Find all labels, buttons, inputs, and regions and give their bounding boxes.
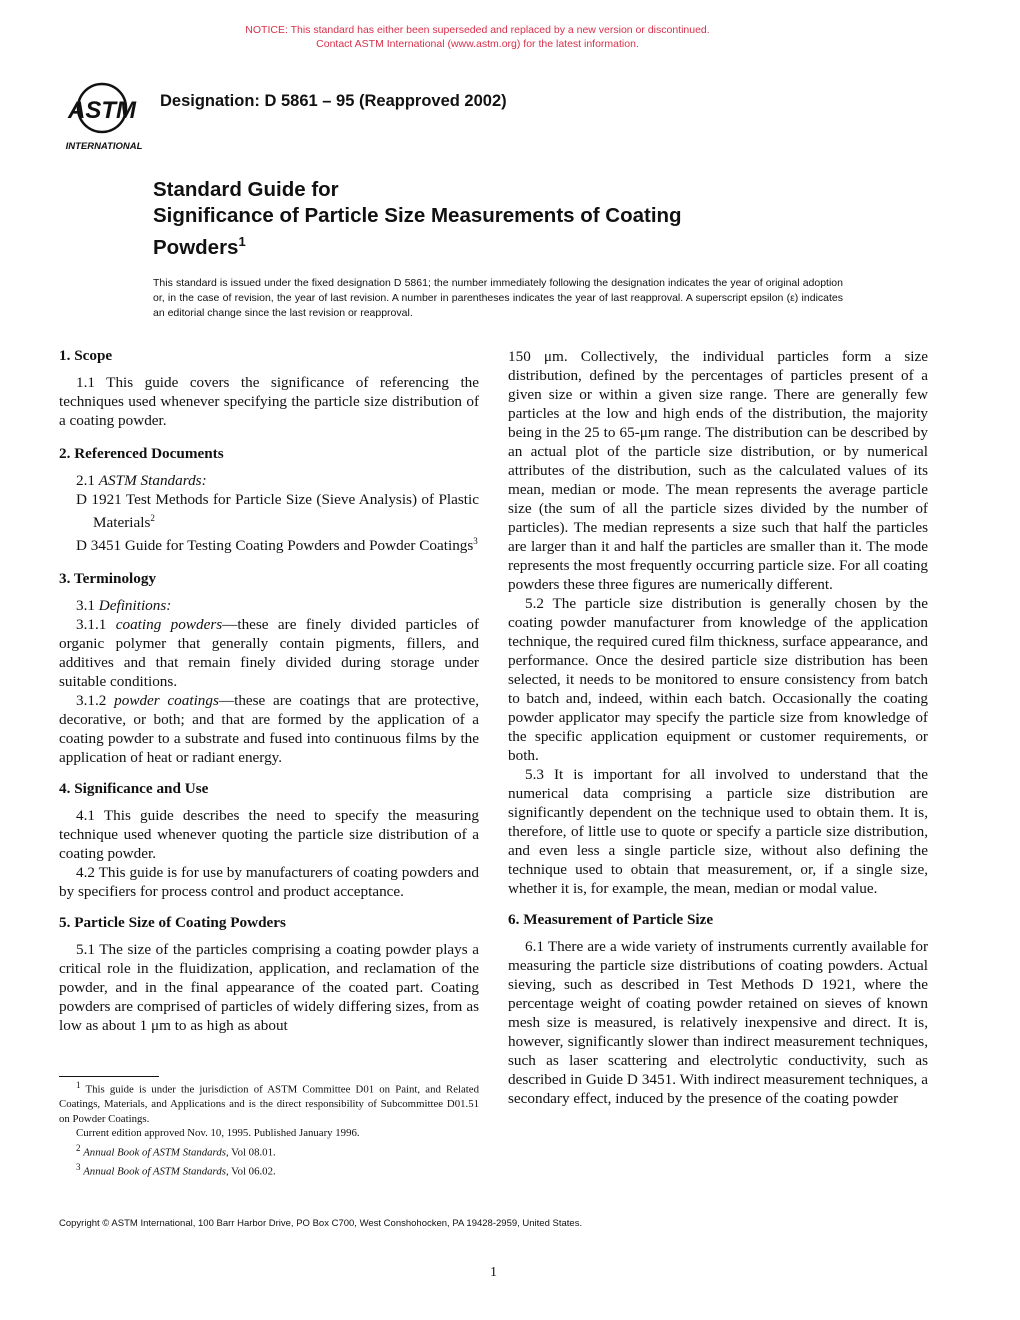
notice-line-1: NOTICE: This standard has either been superseded and replaced by a new version or discontinued. xyxy=(245,24,710,36)
designation: Designation: D 5861 – 95 (Reapproved 2002) xyxy=(160,92,507,110)
section-3-heading: 3. Terminology xyxy=(59,570,157,588)
astm-logo xyxy=(62,80,146,152)
notice-line-2: Contact ASTM International (www.astm.org) for the latest information. xyxy=(316,38,639,50)
section-1-heading: 1. Scope xyxy=(59,347,113,364)
document-title xyxy=(153,177,682,261)
paragraph-3-1: 3.1 Definitions: xyxy=(76,597,172,615)
section-2-heading: 2. Referenced Documents xyxy=(59,445,224,462)
issuance-statement: This standard is issued under the fixed designation D 5861; the number immediately following the designation indicates the year of original adoption or, in the case of revision, the year of last revision. A number in parentheses indicates the year of last reapproval. A superscript epsilon (ε) indicates an editorial change since the last revision or reapproval. xyxy=(153,277,843,319)
paragraph-5-1-continued: 150 μm. Collectively, the individual particles form a size distribution, defined by the percentages of particles present of a given size or within a given size range. There are generally few particles at the low and high ends of the distribution, the majority being in the 25 to 65-μm range. The distribution can be described by an actual plot of the particle size distribution, or by numerical attributes of the distribution, such as the calculated values of its mean, median or mode. The mean represents the average particle size (the sum of all the particle sizes divided by the number of particles). The median represents a size such that half the particles are larger than it and half the particles are smaller than it. The mode represents the most frequently occurring particle size. For all coating powders these three figures are numerically different. xyxy=(508,348,928,593)
logo-subtext: INTERNATIONAL xyxy=(65,141,143,152)
paragraph-4-1: 4.1 This guide describes the need to specify the measuring technique used whenever quoting the particle size distribution of a coating powder. xyxy=(59,807,479,863)
paragraph-3-1-2: 3.1.2 powder coatings—these are coatings that are protective, decorative, or both; and that are formed by the application of a coating powder to a substrate and fused into continuous films by the application of heat or radiant energy. xyxy=(59,692,479,767)
section-5-heading: 5. Particle Size of Coating Powders xyxy=(59,914,286,932)
page-number: 1 xyxy=(490,1265,497,1280)
paragraph-5-3: 5.3 It is important for all involved to understand that the numerical data comprising a particle size distribution are significantly dependent on the technique used to obtain them. It is, therefore, of little use to quote or specify a particle size distribution, and even less a single particle size, without also defining the technique used to obtain that measurement, or, if a single size, whether it is, for example, the mean, median or modal value. xyxy=(508,766,928,897)
reference-d3451: D 3451 Guide for Testing Coating Powders and Powder Coatings$^3$ xyxy=(76,536,478,555)
footnote-rule xyxy=(59,1076,159,1077)
copyright-footer: Copyright © ASTM International, 100 Barr Harbor Drive, PO Box C700, West Conshohocken, PA 19428-2959, United States. xyxy=(59,1218,583,1229)
paragraph-5-2: 5.2 The particle size distribution is generally chosen by the coating powder manufacturer from knowledge of the application technique, the required cured film thickness, surface appearance, and performance. Once the desired particle size distribution has been selected, it needs to be monitored to ensure consistency from batch to batch and, indeed, within each batch. Occasionally the coating powder applicator may specify the particle size from knowledge of the specific application equipment or customer requirements, or both. xyxy=(508,595,928,764)
paragraph-4-2: 4.2 This guide is for use by manufacturers of coating powders and by specifiers for process control and product acceptance. xyxy=(59,864,479,901)
paragraph-5-1: 5.1 The size of the particles comprising a coating powder plays a critical role in the fluidization, application, and reclamation of the powder, and in the final appearance of the coated part. Coating powders are comprised of particles of widely differing sizes, from as low as about 1 μm to as high as about xyxy=(59,941,479,1035)
right-column xyxy=(508,347,928,1108)
title-line-1: Standard Guide for xyxy=(153,178,339,201)
superseded-notice xyxy=(0,23,955,51)
footnote-1: $^1$ This guide is under the jurisdiction of ASTM Committee D01 on Paint, and Related Coatings, Materials, and Applications and is the direct responsibility of Subcommittee D01.51 on Powder Coatings. xyxy=(59,1080,479,1125)
paragraph-3-1-1: 3.1.1 coating powders—these are finely divided particles of organic polymer that generally contain pigments, fillers, and additives and that remain finely divided during storage under suitable conditions. xyxy=(59,616,480,691)
footnote-2: $^2$ Annual Book of ASTM Standards, Vol 08.01. xyxy=(76,1142,276,1159)
footnote-3: $^3$ Annual Book of ASTM Standards, Vol 06.02. xyxy=(76,1161,276,1178)
footnote-1-edition: Current edition approved Nov. 10, 1995. Published January 1996. xyxy=(76,1127,360,1140)
paragraph-1-1: 1.1 This guide covers the significance of referencing the techniques used whenever specifying the particle size distribution of a coating powder. xyxy=(59,374,479,429)
left-column xyxy=(59,346,479,1035)
logo-letters: ASTM xyxy=(68,97,136,124)
section-4-heading: 4. Significance and Use xyxy=(59,780,209,798)
title-line-2: Significance of Particle Size Measurements of Coating xyxy=(153,204,682,227)
footnotes xyxy=(59,1078,479,1179)
section-6-heading: 6. Measurement of Particle Size xyxy=(508,911,714,928)
paragraph-2-1: 2.1 ASTM Standards: xyxy=(76,472,207,489)
title-line-3: Powders$^1$ xyxy=(153,234,246,259)
reference-d1921: D 1921 Test Methods for Particle Size (Sieve Analysis) of Plastic Materials$^2$ xyxy=(76,491,479,532)
title-footnote-mark: 1 xyxy=(238,234,246,249)
paragraph-6-1: 6.1 There are a wide variety of instruments currently available for measuring the particle size distributions of coating powders. Actual sieving, such as described in Test Methods D 1921, where the percentage weight of coating powder retained on sieves of known mesh size is measured, is relatively inexpensive and direct. It is, however, significantly slower than indirect measurement techniques, such as laser scattering and electrolytic conductivity, such as described in Guide D 3451. With indirect measurement techniques, a secondary effect, induced by the presence of the coating powder xyxy=(508,938,928,1107)
